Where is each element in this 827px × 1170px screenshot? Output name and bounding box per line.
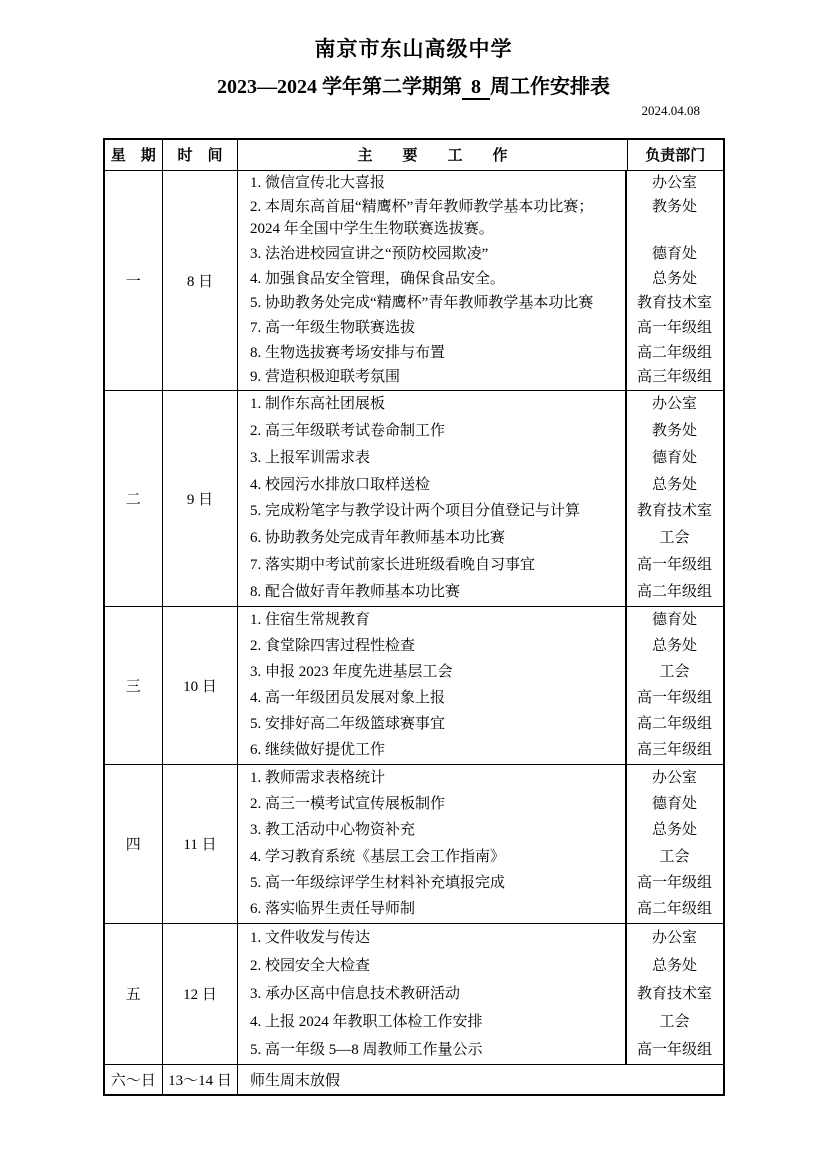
day-cell: 四 — [104, 764, 163, 923]
day-cell: 五 — [104, 923, 163, 1064]
work-item-row — [238, 393, 723, 415]
work-item-row — [238, 292, 723, 314]
dept-label: 德育处 — [651, 449, 697, 466]
work-item-text: 8. 配合做好青年教师基本功比赛 — [250, 584, 461, 601]
dept-label: 高一年级组 — [636, 319, 712, 336]
dept-label: 德育处 — [651, 246, 697, 263]
dept-label: 总务处 — [651, 822, 697, 839]
work-item-row — [238, 1011, 723, 1033]
work-item-text: 2. 本周东高首届“精鹰杯”青年教师教学基本功比赛；2024 年全国中学生生物联赛选拔赛。 — [250, 199, 594, 238]
work-dept-cell — [238, 390, 724, 606]
dept-label: 高一年级组 — [636, 557, 712, 574]
weekend-note: 师生周末放假 — [238, 1064, 724, 1095]
dept-label: 高二年级组 — [636, 901, 712, 918]
work-item-text: 2. 高三年级联考试卷命制工作 — [250, 422, 446, 439]
dept-label: 高三年级组 — [636, 742, 712, 759]
work-item-row — [238, 898, 723, 920]
work-item-row — [238, 872, 723, 894]
work-item-text: 3. 申报 2023 年度先进基层工会 — [250, 663, 453, 680]
work-item-row — [238, 739, 723, 761]
dept-label: 总务处 — [651, 270, 697, 287]
work-item-text: 4. 高一年级团员发展对象上报 — [250, 690, 446, 707]
items-container — [238, 171, 723, 390]
header-time: 时 间 — [163, 139, 238, 170]
work-item-row — [238, 927, 723, 949]
dept-label: 高一年级组 — [636, 690, 712, 707]
work-dept-cell — [238, 606, 724, 764]
dept-label: 工会 — [659, 848, 690, 865]
dept-label: 工会 — [659, 530, 690, 547]
table-row — [104, 923, 724, 1064]
work-item-text: 6. 协助教务处完成青年教师基本功比赛 — [250, 530, 506, 547]
schedule-table — [103, 138, 725, 1096]
dept-label: 工会 — [659, 1013, 690, 1030]
header-dept: 负责部门 — [628, 139, 724, 170]
work-item-row — [238, 983, 723, 1005]
week-number: 8 — [462, 77, 490, 100]
work-item-row — [238, 527, 723, 549]
dept-label: 高二年级组 — [636, 584, 712, 601]
dept-label: 办公室 — [651, 174, 697, 191]
dept-label: 总务处 — [651, 476, 697, 493]
dept-label: 高三年级组 — [636, 369, 712, 386]
work-item-text: 2. 高三一模考试宣传展板制作 — [250, 795, 446, 812]
work-item-text: 5. 高一年级综评学生材料补充填报完成 — [250, 874, 506, 891]
work-dept-cell — [238, 764, 724, 923]
dept-label: 高一年级组 — [636, 874, 712, 891]
day-cell: 三 — [104, 606, 163, 764]
schedule-title — [0, 74, 827, 100]
work-item-row — [238, 317, 723, 339]
dept-label: 教育技术室 — [636, 503, 712, 520]
work-item-row — [238, 635, 723, 657]
dept-label: 教育技术室 — [636, 985, 712, 1002]
dept-label: 德育处 — [651, 795, 697, 812]
work-item-text: 1. 教师需求表格统计 — [250, 769, 386, 786]
table-header-row — [104, 139, 724, 170]
work-item-row — [238, 687, 723, 709]
work-item-text: 3. 教工活动中心物资补充 — [250, 822, 416, 839]
time-cell: 9 日 — [163, 390, 238, 606]
dept-label: 高二年级组 — [636, 716, 712, 733]
work-item-row — [238, 447, 723, 469]
work-item-text: 8. 生物选拔赛考场安排与布置 — [250, 344, 446, 361]
items-container — [238, 607, 723, 764]
date-label: 2024.04.08 — [641, 103, 700, 118]
dept-label: 办公室 — [651, 769, 697, 786]
work-item-text: 1. 住宿生常规教育 — [250, 611, 371, 628]
work-item-text: 5. 协助教务处完成“精鹰杯”青年教师教学基本功比赛 — [250, 295, 594, 312]
work-item-row — [238, 767, 723, 789]
work-item-row — [238, 955, 723, 977]
header-work: 主 要 工 作 — [238, 139, 628, 170]
dept-label: 德育处 — [651, 611, 697, 628]
work-item-text: 1. 微信宣传北大喜报 — [250, 174, 386, 191]
work-item-row — [238, 713, 723, 735]
work-item-text: 3. 上报军训需求表 — [250, 449, 371, 466]
work-item-row — [238, 500, 723, 522]
items-container — [238, 765, 723, 923]
work-dept-divider — [625, 765, 627, 923]
work-item-row — [238, 846, 723, 868]
work-item-row — [238, 342, 723, 364]
work-item-row — [238, 609, 723, 631]
schedule-title-suffix: 周工作安排表 — [490, 76, 610, 98]
work-item-text: 6. 继续做好提优工作 — [250, 742, 386, 759]
time-cell: 8 日 — [163, 170, 238, 390]
items-container — [238, 391, 723, 606]
work-item-row — [238, 819, 723, 841]
work-item-text: 7. 高一年级生物联赛选拔 — [250, 319, 416, 336]
dept-label: 高一年级组 — [636, 1041, 712, 1058]
work-item-text: 2. 校园安全大检查 — [250, 957, 371, 974]
work-item-row — [238, 366, 723, 388]
items-container — [238, 924, 723, 1064]
time-cell: 10 日 — [163, 606, 238, 764]
time-cell: 11 日 — [163, 764, 238, 923]
work-item-text: 1. 文件收发与传达 — [250, 929, 371, 946]
work-item-row — [238, 172, 723, 194]
dept-label: 教务处 — [651, 199, 697, 216]
work-dept-divider — [625, 391, 627, 606]
schedule-table-body — [104, 170, 724, 1095]
work-item-row — [238, 268, 723, 290]
work-dept-divider — [625, 924, 627, 1064]
day-cell: 二 — [104, 390, 163, 606]
dept-label: 办公室 — [651, 929, 697, 946]
time-cell: 13～14 日 — [163, 1064, 238, 1095]
work-item-text: 3. 法治进校园宣讲之“预防校园欺凌” — [250, 246, 489, 263]
day-cell: 六～日 — [104, 1064, 163, 1095]
work-item-row — [238, 554, 723, 576]
table-row — [104, 764, 724, 923]
work-item-text: 6. 落实临界生责任导师制 — [250, 901, 416, 918]
dept-label: 教育技术室 — [636, 295, 712, 312]
table-row — [104, 606, 724, 764]
work-item-row — [238, 793, 723, 815]
work-dept-divider — [625, 607, 627, 764]
dept-label: 高二年级组 — [636, 344, 712, 361]
school-title: 南京市东山高级中学 — [314, 37, 513, 61]
work-item-row — [238, 474, 723, 496]
work-item-text: 5. 完成粉笔字与教学设计两个项目分值登记与计算 — [250, 503, 581, 520]
work-item-text: 5. 安排好高二年级篮球赛事宜 — [250, 716, 446, 733]
dept-label: 总务处 — [651, 637, 697, 654]
table-row — [104, 170, 724, 390]
header-day: 星 期 — [104, 139, 163, 170]
work-item-text: 9. 营造积极迎联考氛围 — [250, 369, 401, 386]
work-item-text: 1. 制作东高社团展板 — [250, 395, 386, 412]
work-item-row — [238, 243, 723, 265]
work-item-row — [238, 581, 723, 603]
work-dept-cell — [238, 923, 724, 1064]
work-item-row — [238, 196, 723, 240]
work-item-text: 3. 承办区高中信息技术教研活动 — [250, 985, 461, 1002]
work-dept-cell — [238, 170, 724, 390]
time-cell: 12 日 — [163, 923, 238, 1064]
dept-label: 总务处 — [651, 957, 697, 974]
dept-label: 办公室 — [651, 395, 697, 412]
work-item-text: 4. 校园污水排放口取样送检 — [250, 476, 431, 493]
work-item-text: 4. 加强食品安全管理，确保食品安全。 — [250, 270, 506, 287]
work-item-text: 4. 学习教育系统《基层工会工作指南》 — [250, 848, 506, 865]
work-item-row — [238, 1039, 723, 1061]
table-row — [104, 390, 724, 606]
work-item-text: 5. 高一年级 5—8 周教师工作量公示 — [250, 1041, 483, 1058]
dept-label: 教务处 — [651, 422, 697, 439]
schedule-title-prefix: 2023—2024 学年第二学期第 — [217, 76, 462, 98]
work-item-row — [238, 661, 723, 683]
work-item-text: 4. 上报 2024 年教职工体检工作安排 — [250, 1013, 483, 1030]
work-item-text: 7. 落实期中考试前家长进班级看晚自习事宜 — [250, 557, 536, 574]
work-item-row — [238, 420, 723, 442]
work-item-text: 2. 食堂除四害过程性检查 — [250, 637, 416, 654]
work-dept-divider — [625, 171, 627, 390]
dept-label: 工会 — [659, 663, 690, 680]
day-cell: 一 — [104, 170, 163, 390]
table-row — [104, 1064, 724, 1095]
